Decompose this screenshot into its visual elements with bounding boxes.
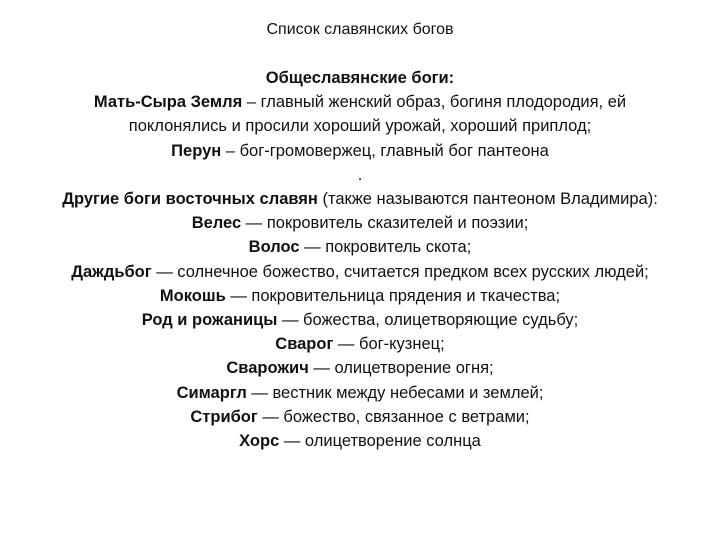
slide-body <box>60 66 660 453</box>
deity-description: — бог-кузнец; <box>333 335 445 354</box>
deity-description: — олицетворение огня; <box>308 359 494 378</box>
deity-name: Волос <box>248 238 300 257</box>
deity-description: — божество, связанное с ветрами; <box>257 407 530 426</box>
list-item <box>60 235 660 259</box>
deity-name: Сварожич <box>226 359 309 378</box>
list-item <box>60 90 660 138</box>
deity-name: Перун <box>171 141 222 160</box>
deity-description: – бог-громовержец, главный бог пантеона <box>221 141 549 160</box>
list-item <box>60 284 660 308</box>
section-heading: Общеславянские боги: <box>265 69 455 87</box>
deity-name: Сварог <box>275 335 334 354</box>
separator-dot: . <box>357 165 363 184</box>
list-item <box>60 381 660 405</box>
list-item <box>60 405 660 429</box>
deity-name: Симаргл <box>176 383 247 402</box>
subsection-heading: Другие боги восточных славян <box>62 190 318 209</box>
deity-description: – главный женский образ, богиня плодородия, ей поклонялись и просили хороший урожай, хороший приплод; <box>128 93 627 136</box>
list-item <box>60 187 660 211</box>
list-item <box>60 163 660 187</box>
deity-description: — покровитель скота; <box>299 238 472 257</box>
page-title: Список славянских богов <box>266 21 454 38</box>
deity-name: Стрибог <box>190 407 258 426</box>
deity-description: — божества, олицетворяющие судьбу; <box>277 311 579 330</box>
deity-name: Мать-Сыра Земля <box>93 93 243 112</box>
deity-description: — покровитель сказителей и поэзии; <box>241 214 529 233</box>
list-item <box>60 308 660 332</box>
deity-name: Велес <box>191 214 242 233</box>
deity-description: — солнечное божество, считается предком всех русских людей; <box>151 262 649 281</box>
deity-description: — олицетворение солнца <box>279 432 481 451</box>
deity-description: — вестник между небесами и землей; <box>246 383 544 402</box>
subsection-description: (также называются пантеоном Владимира): <box>317 190 658 209</box>
list-item <box>60 332 660 356</box>
deity-name: Мокошь <box>159 286 226 305</box>
list-item <box>60 429 660 453</box>
deity-name: Хорс <box>239 432 280 451</box>
list-item <box>60 356 660 380</box>
list-item <box>60 211 660 235</box>
deity-description: — покровительница прядения и ткачества; <box>225 286 561 305</box>
list-item <box>60 260 660 284</box>
deity-name: Род и рожаницы <box>141 311 278 330</box>
list-item <box>60 139 660 163</box>
deity-name: Даждьбог <box>71 262 152 281</box>
